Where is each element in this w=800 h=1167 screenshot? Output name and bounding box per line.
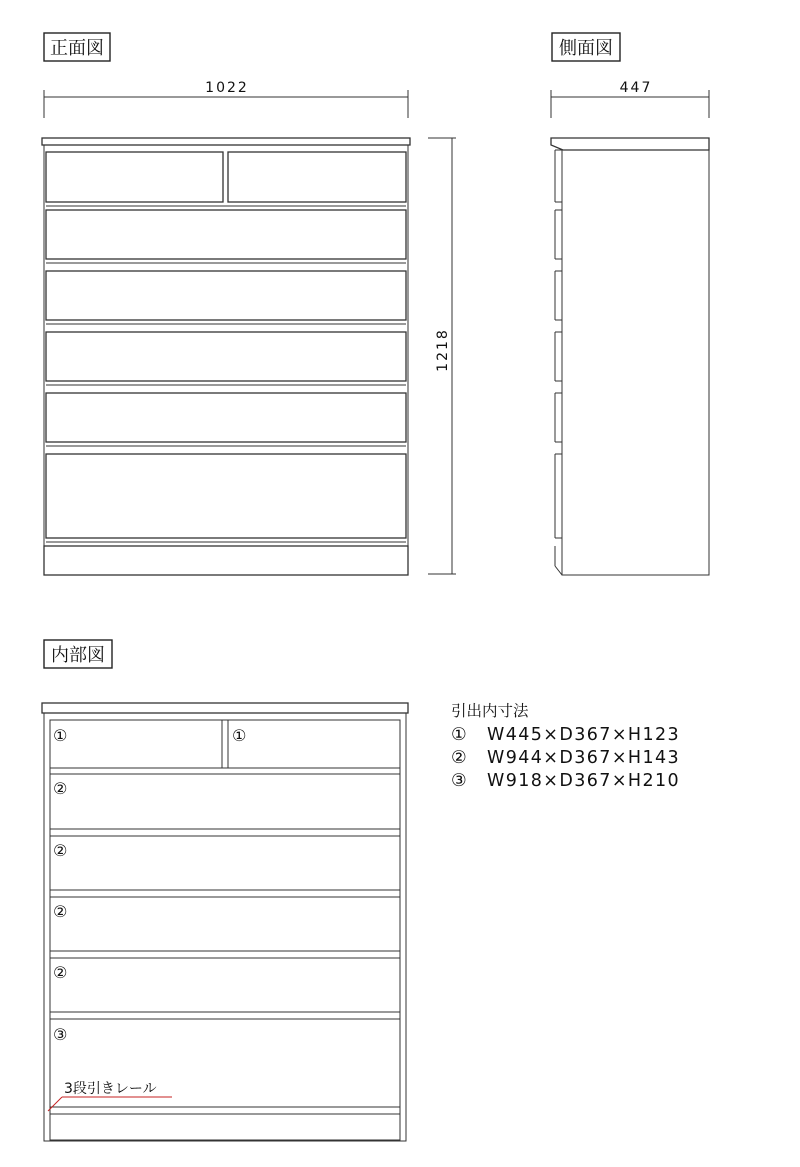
- rail-callout: [48, 1080, 172, 1111]
- spec-row-3-size: W918×D367×H210: [487, 771, 681, 791]
- side-depth-dimension: [551, 80, 709, 118]
- side-top-board: [551, 138, 709, 150]
- front-view: [42, 33, 456, 575]
- interior-frame: [50, 720, 400, 1140]
- front-drawer-6: [46, 454, 406, 538]
- front-height-dimension: [428, 138, 456, 574]
- interior-badge-1a: ①: [53, 726, 68, 745]
- front-drawer-2: [46, 210, 406, 259]
- spec-row-2-size: W944×D367×H143: [487, 748, 681, 768]
- side-view-title: 側面図: [559, 38, 613, 59]
- rail-note: 3段引きレール: [64, 1081, 157, 1097]
- side-depth-label: 447: [619, 80, 653, 96]
- front-drawer-top-right: [228, 152, 406, 202]
- front-cabinet: [42, 138, 410, 575]
- interior-cabinet: [42, 703, 408, 1141]
- side-body: [562, 150, 709, 575]
- spec-row-1-mark: ①: [451, 725, 469, 745]
- front-drawer-4: [46, 332, 406, 381]
- interior-top-board: [42, 703, 408, 713]
- front-top-board: [42, 138, 410, 145]
- front-view-title: 正面図: [50, 38, 104, 59]
- spec-row-1-size: W445×D367×H123: [487, 725, 681, 745]
- interior-view: [42, 640, 408, 1141]
- interior-badge-3: ③: [53, 1025, 68, 1044]
- interior-body: [44, 713, 406, 1141]
- side-cabinet: [551, 138, 709, 575]
- spec-row-3-mark: ③: [451, 771, 469, 791]
- front-drawer-5: [46, 393, 406, 442]
- front-height-label: 1218: [435, 328, 451, 372]
- front-base: [44, 546, 408, 575]
- interior-badge-2b: ②: [53, 841, 68, 860]
- side-view: [551, 33, 709, 575]
- front-drawer-3: [46, 271, 406, 320]
- drawer-spec-table: [451, 702, 680, 791]
- interior-badge-2a: ②: [53, 779, 68, 798]
- interior-badge-2c: ②: [53, 902, 68, 921]
- interior-badge-2d: ②: [53, 963, 68, 982]
- interior-view-title: 内部図: [51, 645, 105, 666]
- front-drawer-top-left: [46, 152, 223, 202]
- front-width-label: 1022: [205, 80, 249, 96]
- spec-heading: 引出内寸法: [451, 702, 529, 720]
- interior-badge-1b: ①: [232, 726, 247, 745]
- front-width-dimension: [44, 80, 408, 118]
- spec-row-2-mark: ②: [451, 748, 469, 768]
